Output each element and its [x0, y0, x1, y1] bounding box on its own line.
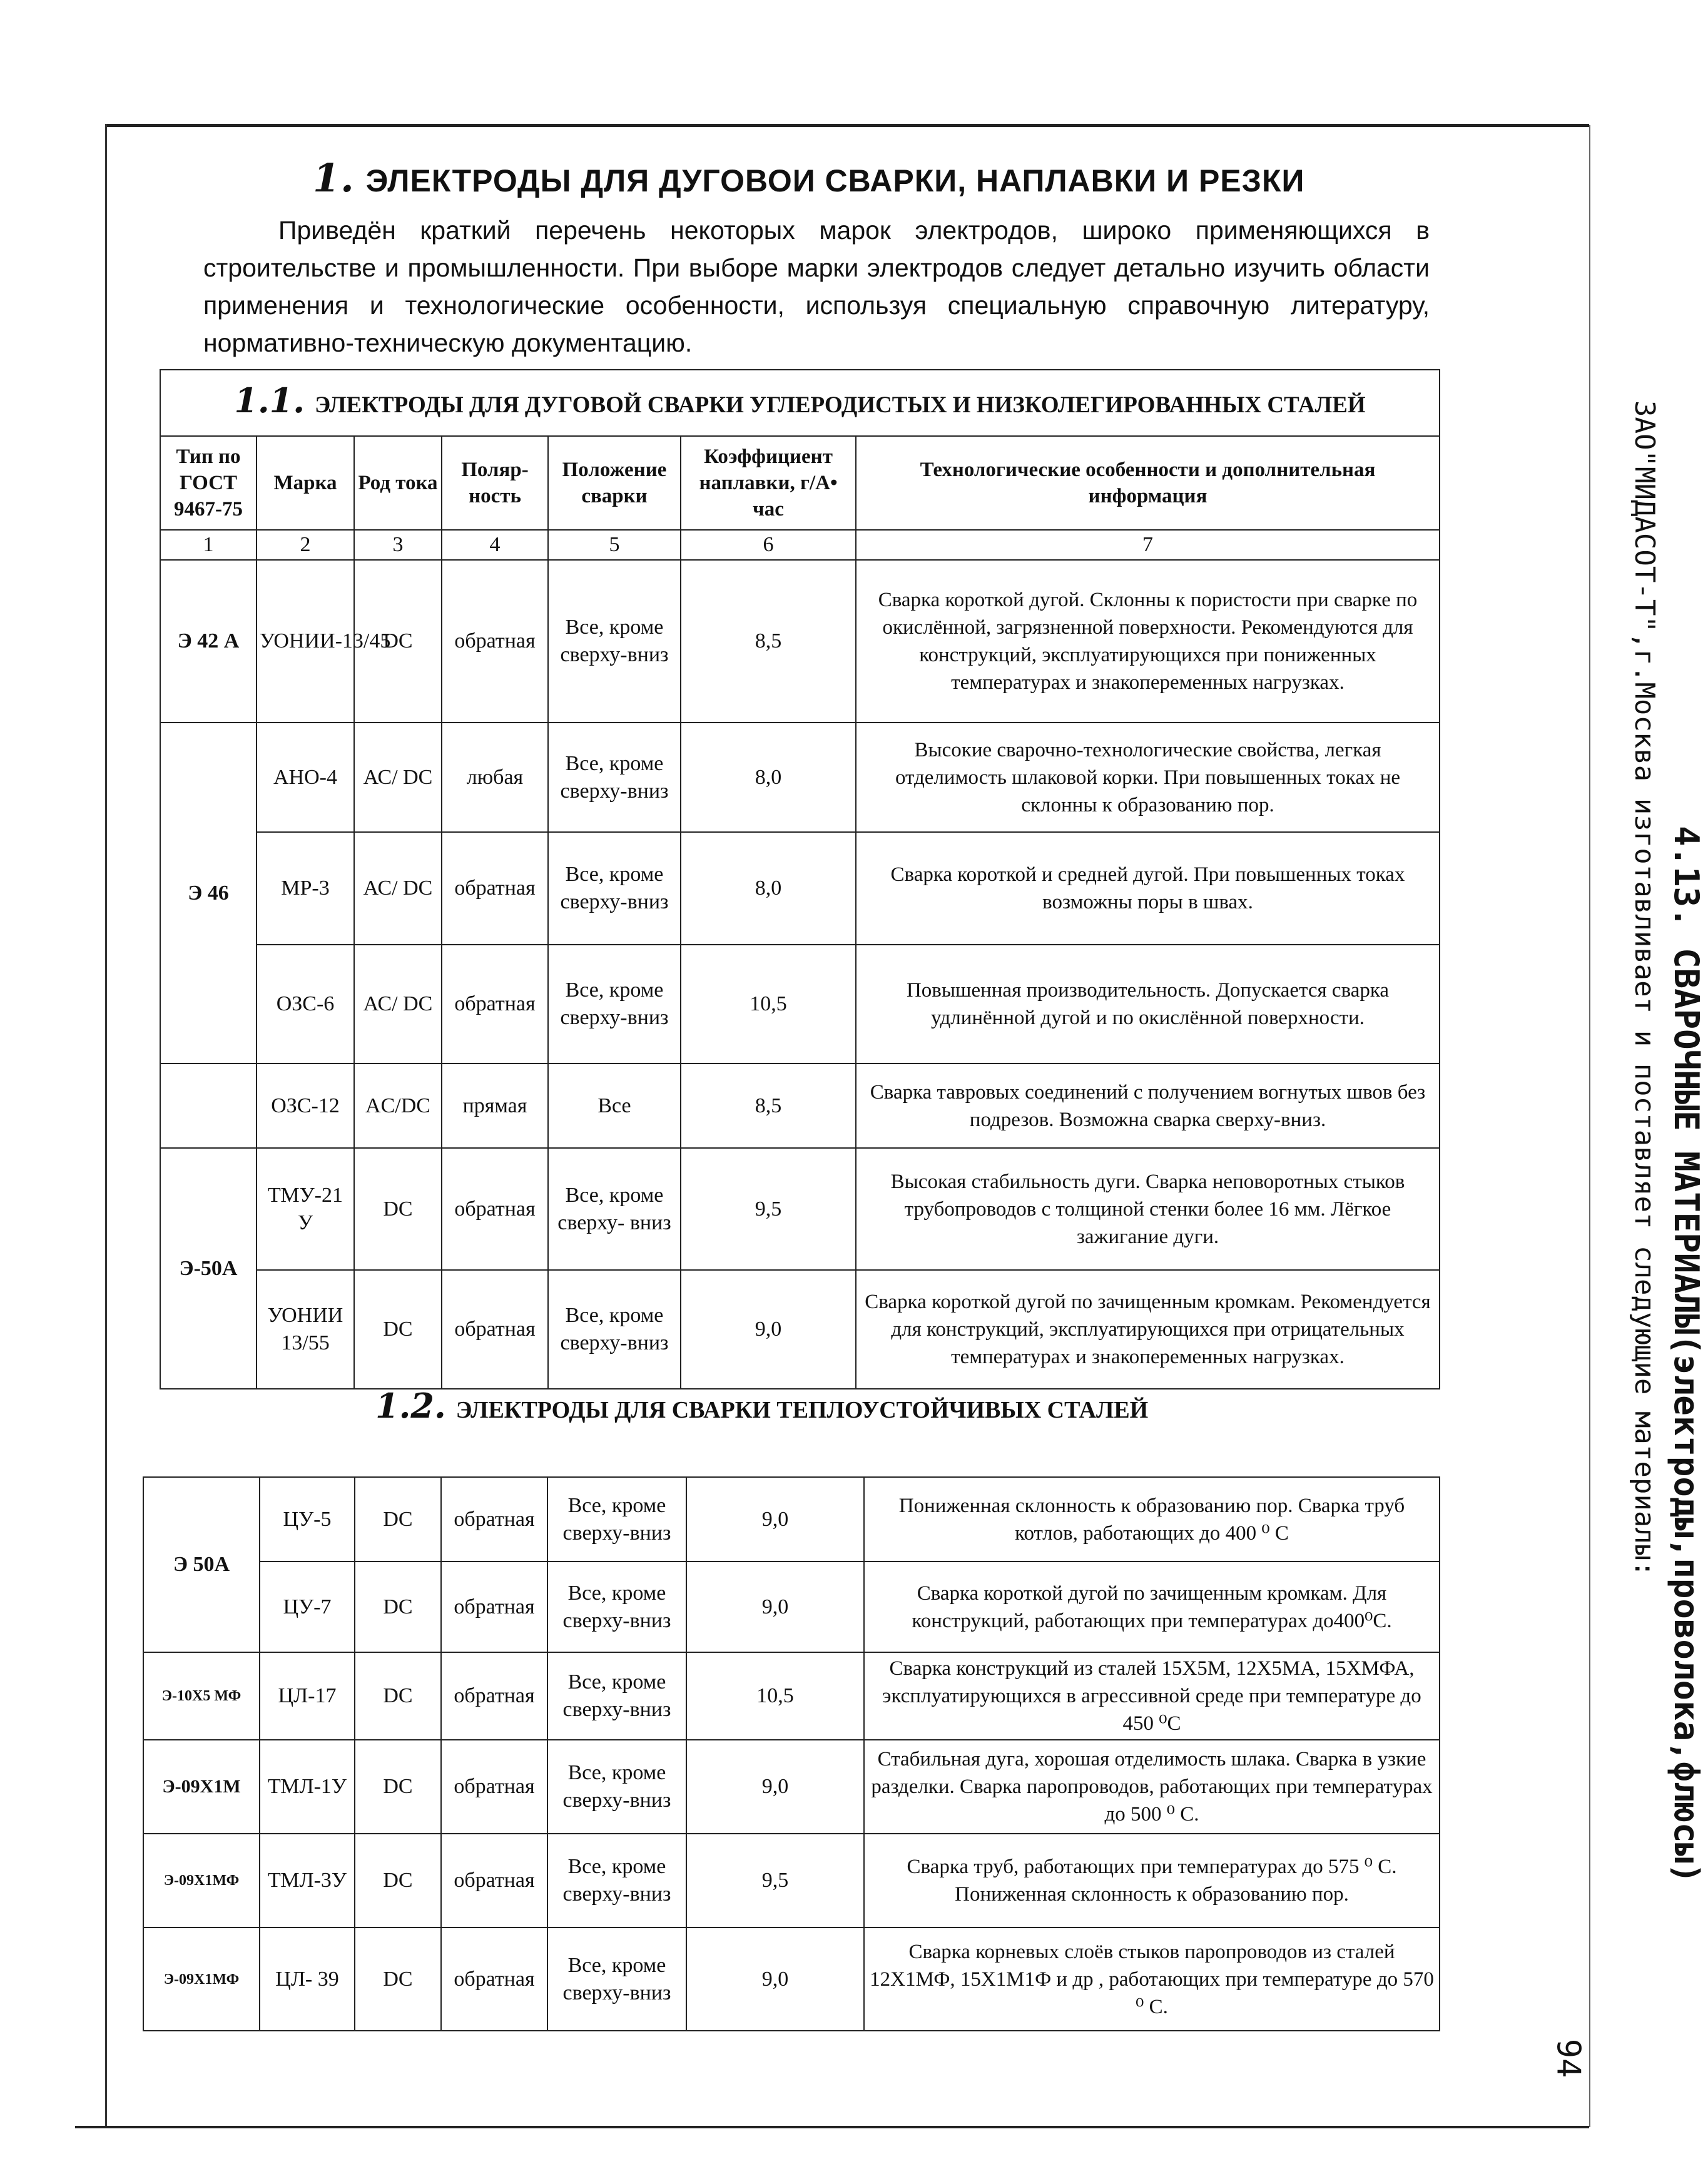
info-cell: Высокие сварочно-технологические свойства, легкая отделимость шлаковой корки. При повышенных токах не склонны к образованию пор. — [856, 723, 1440, 832]
type-cell-empty — [160, 1064, 257, 1148]
page-number: 94 — [1549, 2038, 1587, 2078]
marka-cell: УОНИИ 13/55 — [257, 1270, 354, 1389]
tok-cell: DC — [355, 1477, 441, 1562]
polozh-cell: Все, кроме сверху-вниз — [548, 560, 681, 723]
polozh-cell: Все, кроме сверху-вниз — [548, 723, 681, 832]
col-number: 3 — [354, 530, 442, 560]
info-cell: Сварка тавровых соединений с получением вогнутых швов без подрезов. Возможна сварка сверху-вниз. — [856, 1064, 1440, 1148]
polar-cell: обратная — [441, 1834, 547, 1928]
koef-cell: 10,5 — [681, 945, 856, 1064]
polar-cell: обратная — [441, 1928, 547, 2031]
table-row — [160, 1064, 1440, 1148]
polozh-cell: Все, кроме сверху-вниз — [547, 1652, 686, 1740]
polar-cell: обратная — [441, 1740, 547, 1834]
tok-cell: DC — [355, 1740, 441, 1834]
tok-cell: DC — [355, 1834, 441, 1928]
table-row — [143, 1477, 1440, 1562]
col-number: 4 — [442, 530, 548, 560]
polozh-cell: Все, кроме сверху-вниз — [547, 1834, 686, 1928]
polozh-cell: Все, кроме сверху-вниз — [548, 832, 681, 945]
marka-cell: ТМУ-21 У — [257, 1148, 354, 1270]
info-cell: Стабильная дуга, хорошая отделимость шлака. Сварка в узкие разделки. Сварка паропроводов, работающих при температурах до 500 ⁰ С. — [864, 1740, 1440, 1834]
koef-cell: 9,0 — [686, 1928, 864, 2031]
table-row — [160, 832, 1440, 945]
info-cell: Сварка короткой дугой по зачищенным кромкам. Для конструкций, работающих при температурах до400⁰С. — [864, 1562, 1440, 1652]
tok-cell: АС/ DC — [354, 945, 442, 1064]
koef-cell: 10,5 — [686, 1652, 864, 1740]
marka-cell: АНО-4 — [257, 723, 354, 832]
info-cell: Повышенная производительность. Допускается сварка удлинённой дугой и по окислённой поверхности. — [856, 945, 1440, 1064]
intro-paragraph: Приведён краткий перечень некоторых марок электродов, широко применяющихся в строительстве и промышленности. При выборе марки электродов следует детально изучить области применения и технологические особенности, используя специальную справочную литературу, нормативно-техническую документацию. — [203, 216, 1430, 357]
tok-cell: DC — [355, 1562, 441, 1652]
header-koef: Коэффициент наплавки, г/А• час — [681, 436, 856, 530]
polozh-cell: Все, кроме сверху- вниз — [548, 1148, 681, 1270]
table1-section-number: 1.1. — [234, 380, 305, 420]
polar-cell: обратная — [442, 560, 548, 723]
table2-title — [375, 1386, 1314, 1426]
info-cell: Сварка короткой и средней дугой. При повышенных токах возможны поры в швах. — [856, 832, 1440, 945]
header-marka: Марка — [257, 436, 354, 530]
main-heading — [313, 155, 1502, 201]
koef-cell: 9,0 — [686, 1740, 864, 1834]
type-cell: Э-09Х1МФ — [143, 1928, 260, 2031]
marka-cell: ЦУ-7 — [260, 1562, 355, 1652]
polar-cell: обратная — [442, 1270, 548, 1389]
marka-cell: ТМЛ-1У — [260, 1740, 355, 1834]
marka-cell: ЦЛ- 39 — [260, 1928, 355, 2031]
header-polar: Поляр-ность — [442, 436, 548, 530]
type-cell: Э-09Х1М — [143, 1740, 260, 1834]
koef-cell: 8,0 — [681, 832, 856, 945]
koef-cell: 8,5 — [681, 560, 856, 723]
header-tip: Тип по ГОСТ 9467-75 — [160, 436, 257, 530]
info-cell: Сварка корневых слоёв стыков паропроводов из сталей 12Х1МФ, 15Х1М1Ф и др , работающих при температуре до 570 ⁰ С. — [864, 1928, 1440, 2031]
table1-section-title: ЭЛЕКТРОДЫ ДЛЯ ДУГОВОЙ СВАРКИ УГЛЕРОДИСТЫХ И НИЗКОЛЕГИРОВАННЫХ СТАЛЕЙ — [315, 392, 1366, 418]
rotated-sidebar — [1458, 400, 1708, 1884]
heading-title: ЭЛЕКТРОДЫ ДЛЯ ДУГОВОИ СВАРКИ, НАПЛАВКИ И РЕЗКИ — [365, 163, 1305, 198]
table-row — [160, 723, 1440, 832]
marka-cell: ЦЛ-17 — [260, 1652, 355, 1740]
koef-cell: 9,0 — [681, 1270, 856, 1389]
koef-cell: 8,0 — [681, 723, 856, 832]
koef-cell: 9,5 — [686, 1834, 864, 1928]
table2-section-title: ЭЛЕКТРОДЫ ДЛЯ СВАРКИ ТЕПЛОУСТОЙЧИВЫХ СТАЛЕЙ — [455, 1397, 1149, 1423]
polozh-cell: Все, кроме сверху-вниз — [547, 1477, 686, 1562]
polar-cell: обратная — [441, 1562, 547, 1652]
table-carbon-steels — [160, 369, 1440, 1389]
koef-cell: 9,0 — [686, 1477, 864, 1562]
koef-cell: 9,5 — [681, 1148, 856, 1270]
table-row — [143, 1928, 1440, 2031]
polar-cell: обратная — [441, 1652, 547, 1740]
type-cell: Э 50А — [143, 1477, 260, 1652]
heading-number: 1. — [313, 155, 355, 201]
polar-cell: обратная — [442, 945, 548, 1064]
polozh-cell: Все, кроме сверху-вниз — [547, 1562, 686, 1652]
polozh-cell: Все — [548, 1064, 681, 1148]
table-row — [160, 945, 1440, 1064]
col-number: 5 — [548, 530, 681, 560]
koef-cell: 9,0 — [686, 1562, 864, 1652]
tok-cell: AC/DC — [354, 1064, 442, 1148]
table2-section-number: 1.2. — [375, 1386, 446, 1426]
polar-cell: прямая — [442, 1064, 548, 1148]
page-frame-top — [106, 124, 1589, 127]
table-row — [160, 1148, 1440, 1270]
type-cell: Э 46 — [160, 723, 257, 1064]
table-row — [143, 1834, 1440, 1928]
marka-cell: УОНИИ-13/45 — [257, 560, 354, 723]
table-row — [143, 1652, 1440, 1740]
tok-cell: DC — [354, 1270, 442, 1389]
polozh-cell: Все, кроме сверху-вниз — [548, 945, 681, 1064]
tok-cell: DC — [355, 1928, 441, 2031]
header-info: Технологические особенности и дополнительная информация — [856, 436, 1440, 530]
col-number: 6 — [681, 530, 856, 560]
polar-cell: обратная — [442, 832, 548, 945]
marka-cell: МР-3 — [257, 832, 354, 945]
table-row — [143, 1562, 1440, 1652]
tok-cell: DC — [354, 560, 442, 723]
page-frame-bottom — [75, 2126, 1589, 2128]
polozh-cell: Все, кроме сверху-вниз — [547, 1740, 686, 1834]
col-number: 7 — [856, 530, 1440, 560]
header-tok: Род тока — [354, 436, 442, 530]
type-cell: Э 42 А — [160, 560, 257, 723]
info-cell: Сварка конструкций из сталей 15Х5М, 12Х5МА, 15ХМФА, эксплуатирующихся в агрессивной среде при температуре до 450 ⁰С — [864, 1652, 1440, 1740]
type-cell: Э-50А — [160, 1148, 257, 1389]
marka-cell: ЦУ-5 — [260, 1477, 355, 1562]
info-cell: Пониженная склонность к образованию пор. Сварка труб котлов, работающих до 400 ⁰ С — [864, 1477, 1440, 1562]
polar-cell: обратная — [442, 1148, 548, 1270]
table-row — [160, 1270, 1440, 1389]
info-cell: Сварка короткой дугой. Склонны к пористости при сварке по окислённой, загрязненной поверхности. Рекомендуются для конструкций, эксплуатирующихся при пониженных температурах и знакопеременных нагрузках. — [856, 560, 1440, 723]
polar-cell: любая — [442, 723, 548, 832]
col-number: 2 — [257, 530, 354, 560]
info-cell: Высокая стабильность дуги. Сварка неповоротных стыков трубопроводов с толщиной стенки более 16 мм. Лёгкое зажигание дуги. — [856, 1148, 1440, 1270]
info-cell: Сварка короткой дугой по зачищенным кромкам. Рекомендуется для конструкций, эксплуатирующихся при отрицательных температурах и знакопеременных нагрузках. — [856, 1270, 1440, 1389]
polozh-cell: Все, кроме сверху-вниз — [548, 1270, 681, 1389]
tok-cell: DC — [354, 1148, 442, 1270]
table-heat-resistant-steels — [143, 1476, 1440, 2031]
sidebar-company-line: ЗАО"МИДАСОТ-Т",г.Москва изготавливает и поставляет следующие материалы: — [1629, 400, 1660, 1577]
sidebar-section-title: 4.13. СВАРОЧНЫЕ МАТЕРИАЛЫ(электроды,проволока,флюсы) — [1667, 826, 1706, 1884]
type-cell: Э-10Х5 МФ — [143, 1652, 260, 1740]
col-number: 1 — [160, 530, 257, 560]
table-row — [143, 1740, 1440, 1834]
type-cell: Э-09Х1МФ — [143, 1834, 260, 1928]
page-frame-left — [105, 124, 107, 2126]
marka-cell: ТМЛ-3У — [260, 1834, 355, 1928]
tok-cell: АС/ DC — [354, 832, 442, 945]
polozh-cell: Все, кроме сверху-вниз — [547, 1928, 686, 2031]
tok-cell: АС/ DC — [354, 723, 442, 832]
marka-cell: ОЗС-6 — [257, 945, 354, 1064]
info-cell: Сварка труб, работающих при температурах до 575 ⁰ С. Пониженная склонность к образованию пор. — [864, 1834, 1440, 1928]
marka-cell: ОЗС-12 — [257, 1064, 354, 1148]
polar-cell: обратная — [441, 1477, 547, 1562]
tok-cell: DC — [355, 1652, 441, 1740]
koef-cell: 8,5 — [681, 1064, 856, 1148]
header-polozh: Положение сварки — [548, 436, 681, 530]
table-row — [160, 560, 1440, 723]
table1-title — [160, 370, 1440, 436]
